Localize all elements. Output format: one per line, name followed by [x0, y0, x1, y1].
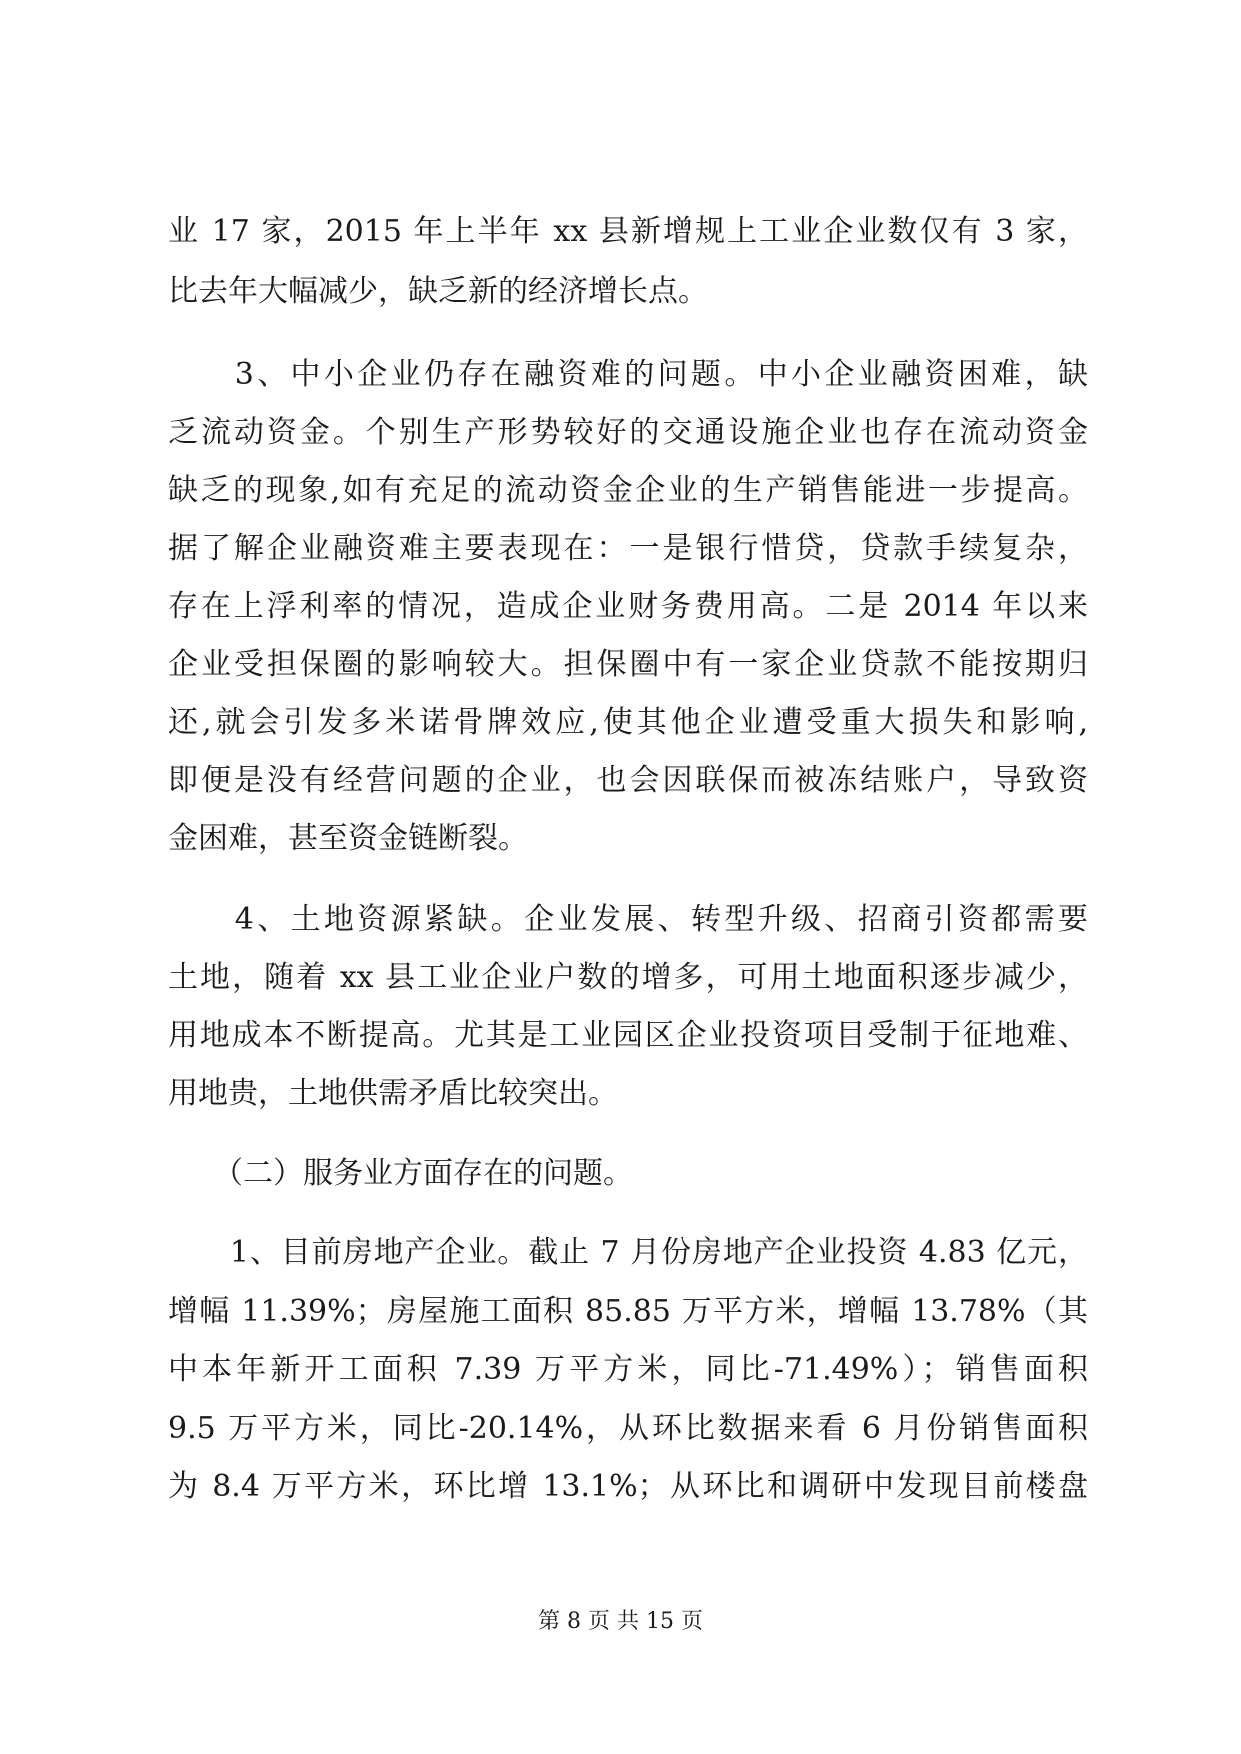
- body-text-line: 用地成本不断提高。尤其是工业园区企业投资项目受制于征地难、: [168, 1018, 1088, 1053]
- body-text-line: 4、土地资源紧缺。企业发展、转型升级、招商引资都需要: [168, 902, 1088, 937]
- page-number-footer: 第 8 页 共 15 页: [538, 1609, 703, 1634]
- body-text-line: 土地，随着 xx 县工业企业户数的增多，可用土地面积逐步减少，: [168, 960, 1088, 995]
- section-heading: （二）服务业方面存在的问题。: [168, 1156, 633, 1191]
- body-text-line: 乏流动资金。个别生产形势较好的交通设施企业也存在流动资金: [168, 415, 1088, 450]
- body-text-line: 金困难，甚至资金链断裂。: [168, 821, 528, 856]
- body-text-line: 为 8.4 万平方米，环比增 13.1%；从环比和调研中发现目前楼盘: [168, 1469, 1088, 1504]
- body-text-line: 还,就会引发多米诺骨牌效应,使其他企业遭受重大损失和影响,: [168, 705, 1088, 740]
- body-text-line: 中本年新开工面积 7.39 万平方米，同比-71.49%）；销售面积: [168, 1352, 1088, 1387]
- body-text-line: 9.5 万平方米，同比-20.14%，从环比数据来看 6 月份销售面积: [168, 1411, 1088, 1446]
- body-text-line: 比去年大幅减少，缺乏新的经济增长点。: [168, 274, 708, 309]
- body-text-line: 企业受担保圈的影响较大。担保圈中有一家企业贷款不能按期归: [168, 647, 1088, 682]
- body-text-line: 1、目前房地产企业。截止 7 月份房地产企业投资 4.83 亿元，: [168, 1235, 1088, 1270]
- body-text-line: 用地贵，土地供需矛盾比较突出。: [168, 1076, 618, 1111]
- body-text-line: 据了解企业融资难主要表现在：一是银行惜贷，贷款手续复杂，: [168, 531, 1088, 566]
- body-text-line: 存在上浮利率的情况，造成企业财务费用高。二是 2014 年以来: [168, 589, 1088, 624]
- body-text-line: 即便是没有经营问题的企业，也会因联保而被冻结账户，导致资: [168, 763, 1088, 798]
- body-text-line: 缺乏的现象,如有充足的流动资金企业的生产销售能进一步提高。: [168, 473, 1088, 508]
- body-text-line: 业 17 家，2015 年上半年 xx 县新增规上工业企业数仅有 3 家，: [168, 214, 1088, 249]
- body-text-line: 3、中小企业仍存在融资难的问题。中小企业融资困难，缺: [168, 357, 1088, 392]
- body-text-line: 增幅 11.39%；房屋施工面积 85.85 万平方米，增幅 13.78%（其: [168, 1294, 1088, 1329]
